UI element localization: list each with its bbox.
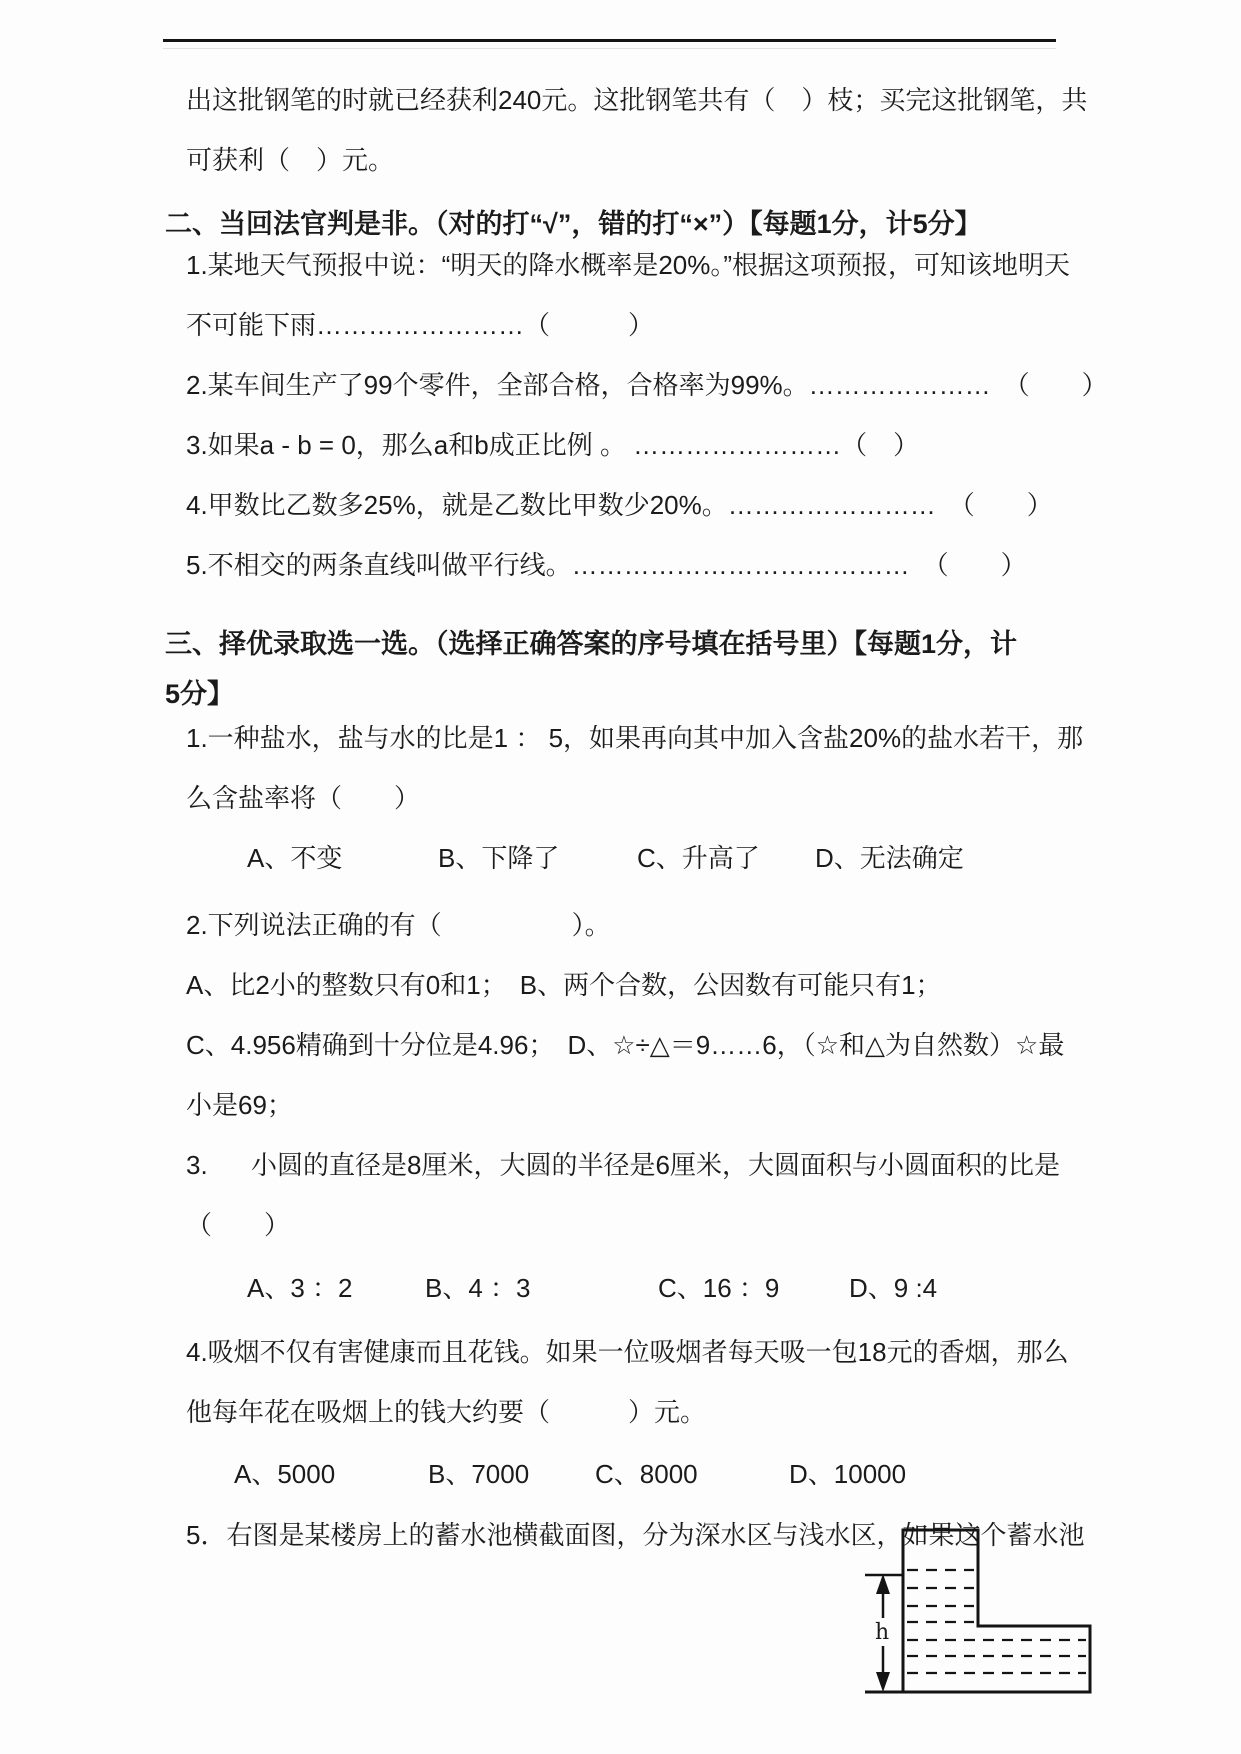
s3-q4-option-d: D、10000 <box>789 1459 907 1489</box>
s2-q5-text: 5.不相交的两条直线叫做平行线。………………………………… （ ） <box>186 550 1027 580</box>
s2-q2-text: 2.某车间生产了99个零件，全部合格，合格率为99%。………………… （ ） <box>186 370 1108 400</box>
s3-q3-line-2: （ ） <box>186 1210 291 1240</box>
s3-q1-line-2: 么含盐率将（ ） <box>186 783 421 813</box>
intro-line-1: 出这批钢笔的时就已经获利240元。这批钢笔共有（ ）枝；买完这批钢笔，共 <box>186 85 1088 115</box>
s3-q2-continuation: 小是69； <box>186 1090 293 1120</box>
s3-q1-option-a: A、不变 <box>247 843 343 873</box>
s3-q1-option-c: C、升高了 <box>637 843 760 873</box>
s3-q3-options-row <box>0 1271 1241 1475</box>
s3-q4-option-b: B、7000 <box>428 1459 530 1489</box>
section-two-heading: 二、当回法官判是非。（对的打“√”，错的打“×”）【每题1分，计5分】 <box>165 209 982 239</box>
water-lines-shallow <box>907 1640 1086 1673</box>
section-three-heading-line-2: 5分】 <box>165 679 235 709</box>
s3-q3-option-a: A、3 ：2 <box>247 1273 353 1303</box>
s3-q1-option-d: D、无法确定 <box>815 843 964 873</box>
s3-q3-option-c: C、16 ：9 <box>658 1273 780 1303</box>
s3-q2-options-cd: C、4.956精确到十分位是4.96； D、☆÷△＝9……6，（☆和△为自然数）☆最 <box>186 1030 1065 1060</box>
water-lines-deep <box>907 1570 974 1622</box>
s3-q3-option-d: D、9 :4 <box>849 1273 938 1303</box>
s3-q4-line-2: 他每年花在吸烟上的钱大约要（ ）元。 <box>186 1397 707 1427</box>
header-rule <box>163 39 1056 42</box>
s3-q2-options-ab: A、比2小的整数只有0和1； B、两个合数，公因数有可能只有1； <box>186 970 942 1000</box>
intro-line-2: 可获利（ ）元。 <box>186 145 395 175</box>
tank-outline <box>903 1530 1090 1692</box>
s3-q2-line-1: 2.下列说法正确的有（ ）。 <box>186 910 611 940</box>
s3-q4-option-c: C、8000 <box>595 1459 698 1489</box>
s2-q1-line-2: 不可能下雨……………………（ ） <box>186 310 655 340</box>
s3-q1-options-row <box>0 841 1241 1045</box>
s3-q3-option-b: B、4 ：3 <box>425 1273 531 1303</box>
header-rule-shadow <box>163 48 1056 49</box>
s3-q1-option-b: B、下降了 <box>438 843 560 873</box>
s3-q4-option-a: A、5000 <box>234 1459 336 1489</box>
s3-q1-line-1: 1.一种盐水，盐与水的比是1 ： 5，如果再向其中加入含盐20%的盐水若干，那 <box>186 723 1084 753</box>
section-three-heading-line-1: 三、择优录取选一选。（选择正确答案的序号填在括号里）【每题1分，计 <box>165 629 1018 659</box>
s3-q4-line-1: 4.吸烟不仅有害健康而且花钱。如果一位吸烟者每天吸一包18元的香烟，那么 <box>186 1337 1069 1367</box>
s2-q1-line-1: 1.某地天气预报中说：“明天的降水概率是20%。”根据这项预报，可知该地明天 <box>186 250 1071 280</box>
s3-q5-line-1: 5．右图是某楼房上的蓄水池横截面图，分为深水区与浅水区，如果这个蓄水池 <box>186 1520 1085 1550</box>
depth-label: h <box>875 1620 890 1645</box>
s3-q3-line-1: 3. 小圆的直径是8厘米，大圆的半径是6厘米，大圆面积与小圆面积的比是 <box>186 1150 1060 1180</box>
water-tank-diagram <box>858 1518 1100 1704</box>
depth-arrowhead-up <box>876 1574 890 1594</box>
s2-q3-text: 3.如果a - b = 0，那么a和b成正比例 。 ……………………（ ） <box>186 430 920 460</box>
depth-arrowhead-down <box>876 1672 890 1692</box>
s2-q4-text: 4.甲数比乙数多25%，就是乙数比甲数少20%。…………………… （ ） <box>186 490 1053 520</box>
